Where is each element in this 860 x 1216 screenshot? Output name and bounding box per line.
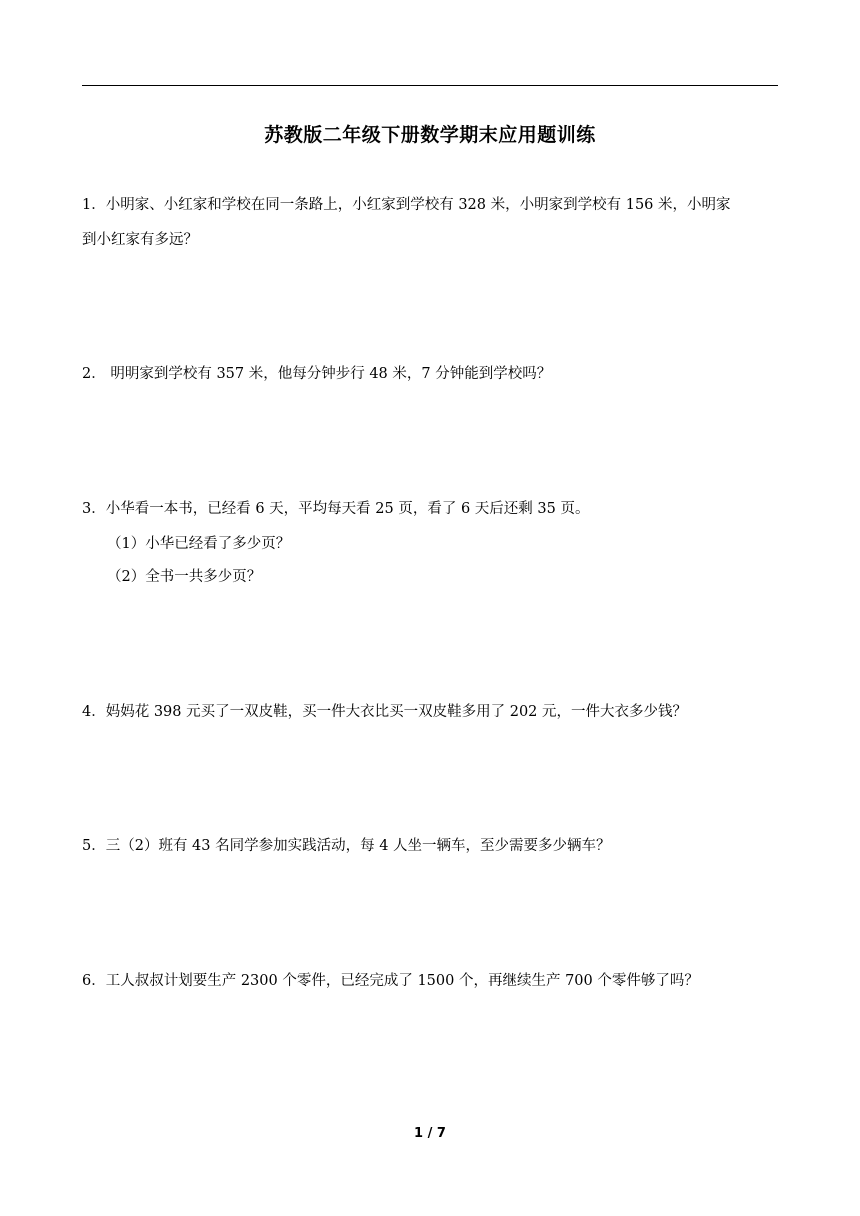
question-1-line-1: 1．小明家、小红家和学校在同一条路上，小红家到学校有 328 米，小明家到学校有 156 米，小明家 — [82, 197, 731, 213]
question-1-line-2: 到小红家有多远？ — [82, 232, 198, 248]
question-3-sub-2: （2）全书一共多少页？ — [107, 569, 262, 585]
question-3-sub-1: （1）小华已经看了多少页？ — [107, 536, 291, 552]
question-6-line-1: 6．工人叔叔计划要生产 2300 个零件，已经完成了 1500 个，再继续生产 700 个零件够了吗？ — [82, 973, 699, 989]
question-2-line-1: 2． 明明家到学校有 357 米，他每分钟步行 48 米，7 分钟能到学校吗？ — [82, 366, 552, 382]
header-rule — [82, 85, 778, 86]
question-3-line-1: 3．小华看一本书，已经看 6 天，平均每天看 25 页，看了 6 天后还剩 35 页。 — [82, 501, 590, 517]
page-title: 苏教版二年级下册数学期末应用题训练 — [264, 124, 596, 146]
question-5-line-1: 5．三（2）班有 43 名同学参加实践活动，每 4 人坐一辆车，至少需要多少辆车？ — [82, 838, 611, 854]
question-4-line-1: 4．妈妈花 398 元买了一双皮鞋，买一件大衣比买一双皮鞋多用了 202 元，一件大衣多少钱？ — [82, 704, 688, 720]
page-number: 1 / 7 — [414, 1126, 446, 1141]
